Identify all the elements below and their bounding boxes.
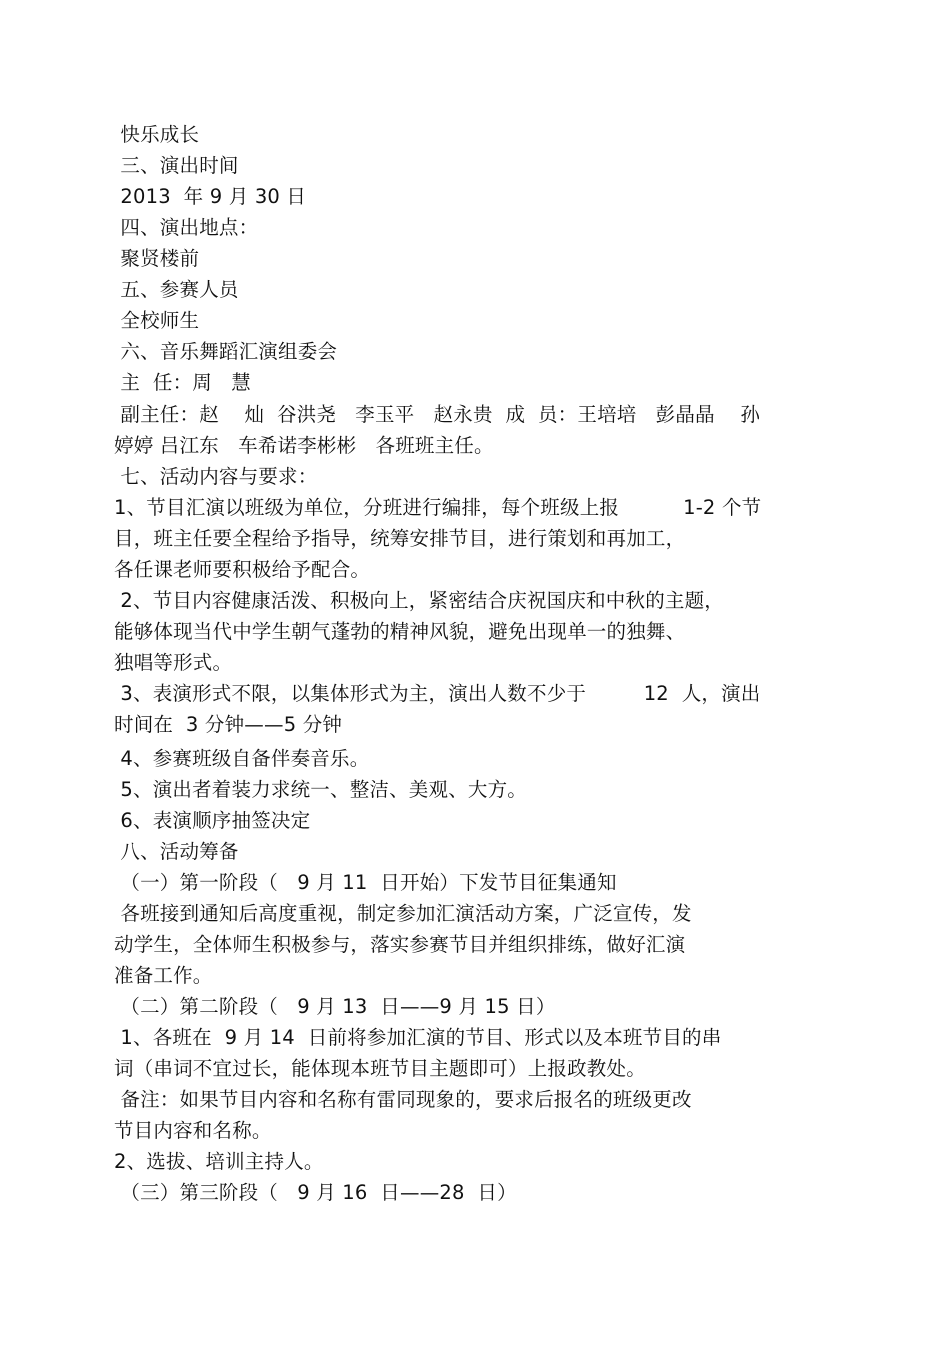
text-line: 全校师生 [114,309,200,332]
section-heading: 七、活动内容与要求： [114,465,318,488]
text-line: 快乐成长 [114,123,200,146]
text-line: 2013 年 9 月 30 日 [114,185,307,208]
text-line: 主 任：周 慧 [114,371,251,394]
text-line: 婷婷 吕江东 车希诺李彬彬 各班班主任。 [114,434,494,457]
text-line: 聚贤楼前 [114,247,200,270]
subsection-heading: （二）第二阶段（ 9 月 13 日——9 月 15 日） [114,995,556,1018]
text-line: 4、参赛班级自备伴奏音乐。 [114,747,370,770]
text-line: 3、表演形式不限，以集体形式为主，演出人数不少于 12 人，演出 [114,682,761,705]
text-line: 词（串词不宜过长，能体现本班节目主题即可）上报政教处。 [114,1057,646,1080]
text-line: 目，班主任要全程给予指导，统筹安排节目，进行策划和再加工， [114,527,686,550]
text-line: 备注：如果节目内容和名称有雷同现象的，要求后报名的班级更改 [114,1088,692,1111]
text-line: 2、节目内容健康活泼、积极向上，紧密结合庆祝国庆和中秋的主题， [114,589,725,612]
text-line: 副主任：赵 灿 谷洪尧 李玉平 赵永贵 成 员：王培培 彭晶晶 孙 [114,403,761,426]
text-line: 各任课老师要积极给予配合。 [114,558,371,581]
text-line: 6、表演顺序抽签决定 [114,809,311,832]
section-heading: 六、音乐舞蹈汇演组委会 [114,340,338,363]
text-line: 1、节目汇演以班级为单位，分班进行编排，每个班级上报 1-2 个节 [114,496,762,519]
text-line: 独唱等形式。 [114,651,233,674]
text-line: 5、演出者着装力求统一、整洁、美观、大方。 [114,778,528,801]
section-heading: 五、参赛人员 [114,278,239,301]
text-line: 动学生，全体师生积极参与，落实参赛节目并组织排练，做好汇演 [114,933,686,956]
text-line: 时间在 3 分钟——5 分钟 [114,713,343,736]
section-heading: 三、演出时间 [114,154,239,177]
text-line: 1、各班在 9 月 14 日前将参加汇演的节目、形式以及本班节目的串 [114,1026,722,1049]
subsection-heading: （三）第三阶段（ 9 月 16 日——28 日） [114,1181,517,1204]
text-line: 节目内容和名称。 [114,1119,272,1142]
text-line: 各班接到通知后高度重视，制定参加汇演活动方案，广泛宣传，发 [114,902,692,925]
text-line: 准备工作。 [114,964,213,987]
text-line: 2、选拔、培训主持人。 [114,1150,324,1173]
section-heading: 四、演出地点： [114,216,259,239]
section-heading: 八、活动筹备 [114,840,239,863]
subsection-heading: （一）第一阶段（ 9 月 11 日开始）下发节目征集通知 [114,871,617,894]
text-line: 能够体现当代中学生朝气蓬勃的精神风貌，避免出现单一的独舞、 [114,620,686,643]
